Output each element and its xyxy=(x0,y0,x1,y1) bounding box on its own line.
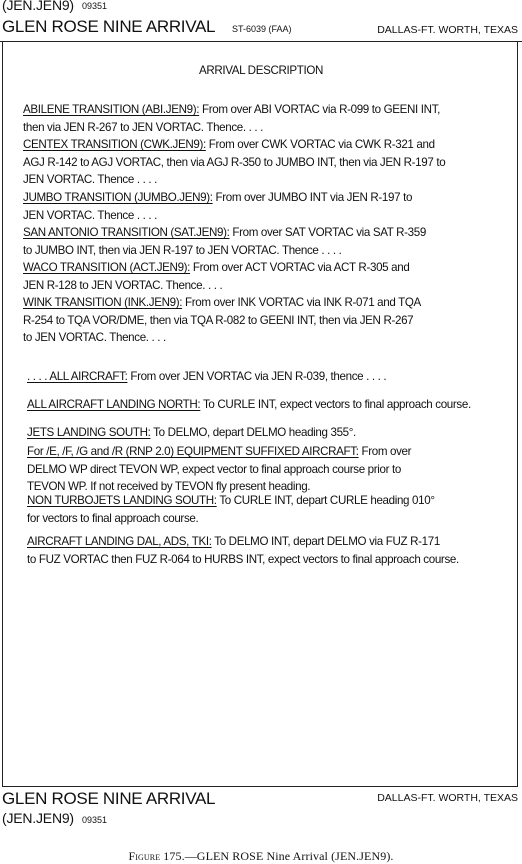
transition-text: to JEN VORTAC. Thence. . . . xyxy=(23,331,166,345)
figure-caption-text: —GLEN ROSE Nine Arrival (JEN.JEN9). xyxy=(184,849,394,863)
procedure-title: GLEN ROSE NINE ARRIVAL xyxy=(2,17,216,36)
dal-ads-tki-text: to FUZ VORTAC then FUZ R-064 to HURBS INT, expect vectors to final approach course. xyxy=(27,552,459,566)
all-aircraft-text: From over JEN VORTAC via JEN R-039, thence . . . . xyxy=(130,370,387,383)
transition-block-jumbo xyxy=(23,189,412,224)
transition-text: JEN R-128 to JEN VORTAC. Thence. . . . xyxy=(23,278,223,292)
transition-text: JEN VORTAC. Thence . . . . xyxy=(23,173,157,187)
figure-label: Figure 175. xyxy=(128,849,185,863)
transition-block-wink xyxy=(23,294,421,347)
transition-text: From over ABI VORTAC via R-099 to GEENI INT, xyxy=(202,103,441,116)
footer-chart-number: 09351 xyxy=(82,815,108,825)
transition-block-centex xyxy=(23,136,445,189)
transition-name-wink: WINK TRANSITION (INK.JEN9): xyxy=(23,296,183,309)
equipment-text: TEVON WP. If not received by TEVON fly present heading. xyxy=(27,480,311,494)
equipment-text: DELMO WP direct TEVON WP, expect vector to final approach course prior to xyxy=(27,462,401,476)
all-aircraft-block xyxy=(27,368,386,386)
jets-south-label: JETS LANDING SOUTH: xyxy=(27,426,151,439)
transition-text: From over SAT VORTAC via SAT R-359 xyxy=(232,226,426,239)
transition-text: JEN VORTAC. Thence . . . . xyxy=(23,208,157,222)
transition-text: From over JUMBO INT via JEN R-197 to xyxy=(215,191,413,204)
location: DALLAS-FT. WORTH, TEXAS xyxy=(377,24,518,36)
non-turbojets-text: for vectors to final approach course. xyxy=(27,511,199,525)
figure-caption xyxy=(0,849,522,864)
dal-ads-tki-label: AIRCRAFT LANDING DAL, ADS, TKI: xyxy=(27,535,212,548)
transition-text: then via JEN R-267 to JEN VORTAC. Thence. . . . xyxy=(23,120,264,134)
transition-text: From over INK VORTAC via INK R-071 and TQA xyxy=(184,296,421,309)
dal-ads-tki-block xyxy=(27,533,459,568)
transition-block-san-antonio xyxy=(23,224,426,259)
transition-name-jumbo: JUMBO TRANSITION (JUMBO.JEN9): xyxy=(23,191,213,204)
transition-name-san-antonio: SAN ANTONIO TRANSITION (SAT.JEN9): xyxy=(23,226,230,239)
equipment-block xyxy=(27,443,411,496)
footer-location: DALLAS-FT. WORTH, TEXAS xyxy=(377,792,518,804)
footer-procedure-code: (JEN.JEN9) xyxy=(2,810,74,826)
transition-text: From over ACT VORTAC via ACT R-305 and xyxy=(192,261,410,274)
equipment-text: From over xyxy=(361,445,412,458)
transition-name-centex: CENTEX TRANSITION (CWK.JEN9): xyxy=(23,138,206,151)
landing-north-block xyxy=(27,396,471,414)
transition-text: From over CWK VORTAC via CWK R-321 and xyxy=(208,138,435,151)
transition-text: AGJ R-142 to AGJ VORTAC, then via AGJ R-350 to JUMBO INT, then via JEN R-197 to xyxy=(23,155,446,169)
non-turbojets-label: NON TURBOJETS LANDING SOUTH: xyxy=(27,494,217,507)
transition-name-waco: WACO TRANSITION (ACT.JEN9): xyxy=(23,261,191,274)
equipment-label: For /E, /F, /G and /R (RNP 2.0) EQUIPMENT SUFFIXED AIRCRAFT: xyxy=(27,445,359,458)
transition-block-waco xyxy=(23,259,409,294)
landing-north-text: To CURLE INT, expect vectors to final approach course. xyxy=(202,398,471,411)
section-title: ARRIVAL DESCRIPTION xyxy=(198,64,324,77)
all-aircraft-label: . . . . ALL AIRCRAFT: xyxy=(27,370,128,383)
transition-block-abilene xyxy=(23,101,440,136)
jets-south-block xyxy=(27,424,356,442)
procedure-code: (JEN.JEN9) xyxy=(2,0,74,13)
transition-text: to JUMBO INT, then via JEN R-197 to JEN VORTAC. Thence . . . . xyxy=(23,243,342,257)
transition-name-abilene: ABILENE TRANSITION (ABI.JEN9): xyxy=(23,103,200,116)
footer-procedure-title: GLEN ROSE NINE ARRIVAL xyxy=(2,789,216,808)
chart-number: 09351 xyxy=(82,1,108,11)
landing-north-label: ALL AIRCRAFT LANDING NORTH: xyxy=(27,398,201,411)
transition-text: R-254 to TQA VOR/DME, then via TQA R-082 to GEENI INT, then via JEN R-267 xyxy=(23,313,414,327)
chart-id: ST-6039 (FAA) xyxy=(232,24,292,34)
jets-south-text: To DELMO, depart DELMO heading 355°. xyxy=(153,426,356,439)
dal-ads-tki-text: To DELMO INT, depart DELMO via FUZ R-171 xyxy=(214,535,440,548)
non-turbojets-text: To CURLE INT, depart CURLE heading 010° xyxy=(219,494,435,507)
non-turbojets-block xyxy=(27,492,435,527)
